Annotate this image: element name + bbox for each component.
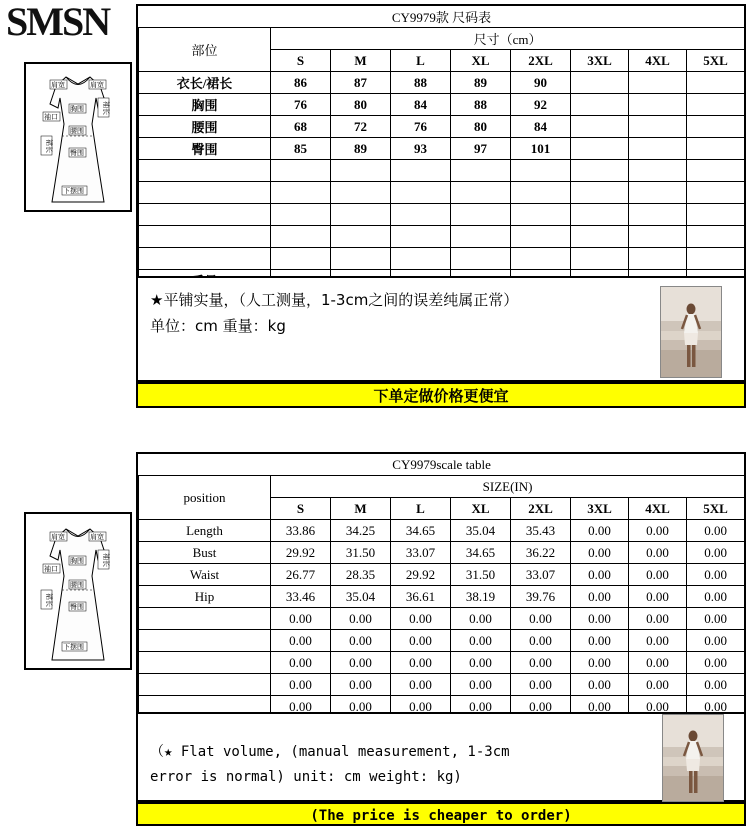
table-row: [139, 116, 745, 138]
cell: 0.00: [629, 586, 687, 608]
svg-text:臀围: 臀围: [70, 603, 84, 611]
cell: 0.00: [511, 652, 571, 674]
row-label: [139, 630, 271, 652]
dress-illustration-en: [26, 514, 130, 668]
cell: 0.00: [331, 630, 391, 652]
row-label: 衣长/裙长: [139, 72, 271, 94]
size-col-xl-en: XL: [451, 498, 511, 520]
row-label: [139, 674, 271, 696]
note-line-2-en: error is normal) unit: cm weight: kg): [150, 769, 462, 786]
table-row: [139, 94, 745, 116]
cell: [571, 204, 629, 226]
svg-text:下摆围: 下摆围: [63, 187, 84, 195]
header-row-cn: [139, 28, 745, 50]
size-col-s-cn: S: [271, 50, 331, 72]
cell: 0.00: [331, 674, 391, 696]
cell: [451, 248, 511, 270]
cell: 0.00: [571, 564, 629, 586]
cell: [271, 160, 331, 182]
table-row: [139, 204, 745, 226]
cell: [687, 226, 745, 248]
cell: 0.00: [687, 652, 745, 674]
size-col-l-cn: L: [391, 50, 451, 72]
size-table-en: [138, 454, 745, 740]
row-label: [139, 608, 271, 630]
cell: 0.00: [511, 608, 571, 630]
row-label: Hip: [139, 586, 271, 608]
cell: [687, 204, 745, 226]
size-col-s-en: S: [271, 498, 331, 520]
product-photo-cn: [660, 286, 722, 378]
cell: 0.00: [629, 608, 687, 630]
svg-text:袖口: 袖口: [44, 113, 58, 121]
garment-diagram-en: [24, 512, 132, 670]
svg-text:腰围: 腰围: [70, 127, 84, 135]
cell: 0.00: [511, 696, 571, 718]
row-label: Length: [139, 520, 271, 542]
row-label: [139, 226, 271, 248]
cell: [391, 248, 451, 270]
table-title-cn: CY9979款 尺码表: [139, 6, 745, 28]
svg-text:下摆围: 下摆围: [63, 643, 84, 651]
size-col-xl-cn: XL: [451, 50, 511, 72]
cell: [571, 72, 629, 94]
cell: [629, 248, 687, 270]
cell: 0.00: [629, 674, 687, 696]
cell: [687, 138, 745, 160]
cell: 26.77: [271, 564, 331, 586]
table-row: [139, 608, 745, 630]
cell: [391, 204, 451, 226]
note-block-cn: [136, 278, 746, 382]
size-col-3xl-cn: 3XL: [571, 50, 629, 72]
cell: [271, 182, 331, 204]
svg-text:胸围: 胸围: [70, 557, 84, 565]
cell: 0.00: [629, 542, 687, 564]
cell: 36.61: [391, 586, 451, 608]
row-label: [139, 160, 271, 182]
cell: 0.00: [629, 652, 687, 674]
order-banner-cn: 下单定做价格更便宜: [136, 382, 746, 408]
garment-diagram-cn: [24, 62, 132, 212]
cell: [331, 248, 391, 270]
header-unit-cn: 尺寸（cm）: [271, 28, 745, 50]
cell: 0.00: [687, 608, 745, 630]
cell: 0.00: [451, 696, 511, 718]
cell: 0.00: [511, 630, 571, 652]
product-photo-cn-image: [661, 287, 721, 377]
table-row: [139, 72, 745, 94]
cell: [271, 226, 331, 248]
cell: [271, 204, 331, 226]
row-label: [139, 182, 271, 204]
cell: [571, 226, 629, 248]
cell: [511, 204, 571, 226]
svg-text:腰围: 腰围: [70, 581, 84, 589]
cell: 31.50: [451, 564, 511, 586]
order-banner-en: (The price is cheaper to order): [136, 802, 746, 826]
cell: 0.00: [687, 520, 745, 542]
cell: 36.22: [511, 542, 571, 564]
cell: [511, 248, 571, 270]
cell: 0.00: [687, 696, 745, 718]
table-row: [139, 630, 745, 652]
table-row: [139, 248, 745, 270]
cell: [629, 160, 687, 182]
table-row: [139, 226, 745, 248]
header-position-cn: 部位: [139, 28, 271, 72]
size-col-4xl-en: 4XL: [629, 498, 687, 520]
cell: [687, 72, 745, 94]
cell: 34.25: [331, 520, 391, 542]
cell: [271, 248, 331, 270]
cell: [629, 94, 687, 116]
cell: 33.86: [271, 520, 331, 542]
table-row: [139, 138, 745, 160]
cell: 0.00: [451, 652, 511, 674]
cell: 0.00: [331, 696, 391, 718]
cell: 33.07: [391, 542, 451, 564]
size-col-2xl-en: 2XL: [511, 498, 571, 520]
table-title-row-en: [139, 454, 745, 476]
row-label: [139, 204, 271, 226]
cell: [629, 116, 687, 138]
cell: 31.50: [331, 542, 391, 564]
cell: 0.00: [331, 608, 391, 630]
note-block-en: [136, 714, 746, 802]
size-table-cn: [138, 6, 745, 292]
cell: 0.00: [391, 652, 451, 674]
cell: 0.00: [571, 608, 629, 630]
note-line-1-en: （★ Flat volume, (manual measurement, 1-3cm: [150, 744, 510, 760]
size-col-5xl-en: 5XL: [687, 498, 745, 520]
size-col-2xl-cn: 2XL: [511, 50, 571, 72]
table-row: [139, 586, 745, 608]
cell: [451, 226, 511, 248]
row-label: Waist: [139, 564, 271, 586]
cell: [629, 204, 687, 226]
cell: 90: [511, 72, 571, 94]
table-title-en: CY9979scale table: [139, 454, 745, 476]
cell: [391, 226, 451, 248]
cell: 0.00: [687, 630, 745, 652]
cell: [687, 94, 745, 116]
svg-text:肩宽: 肩宽: [90, 81, 104, 89]
size-col-3xl-en: 3XL: [571, 498, 629, 520]
svg-text:肩宽: 肩宽: [90, 533, 104, 541]
cell: 28.35: [331, 564, 391, 586]
cell: 85: [271, 138, 331, 160]
cell: 0.00: [271, 696, 331, 718]
svg-text:袖长: 袖长: [102, 553, 110, 567]
cell: [571, 248, 629, 270]
cell: 0.00: [571, 696, 629, 718]
row-label: 胸围: [139, 94, 271, 116]
cell: 0.00: [629, 696, 687, 718]
cell: 35.43: [511, 520, 571, 542]
row-label: [139, 652, 271, 674]
row-label: [139, 248, 271, 270]
svg-text:袖长: 袖长: [102, 101, 110, 115]
brand-logo: SMSN: [6, 0, 110, 44]
cell: [331, 226, 391, 248]
cell: 72: [331, 116, 391, 138]
cell: [331, 182, 391, 204]
cell: [391, 182, 451, 204]
table-row: [139, 564, 745, 586]
size-col-l-en: L: [391, 498, 451, 520]
cell: 0.00: [271, 608, 331, 630]
cell: 97: [451, 138, 511, 160]
size-col-m-cn: M: [331, 50, 391, 72]
header-unit-en: SIZE(IN): [271, 476, 745, 498]
svg-text:臀围: 臀围: [70, 149, 84, 157]
cell: 0.00: [571, 586, 629, 608]
cell: 0.00: [271, 674, 331, 696]
cell: 34.65: [451, 542, 511, 564]
cell: [571, 94, 629, 116]
header-row-en: [139, 476, 745, 498]
cell: [511, 182, 571, 204]
cell: 89: [331, 138, 391, 160]
cell: 84: [511, 116, 571, 138]
cell: 29.92: [391, 564, 451, 586]
size-table-cn-block: [136, 4, 746, 278]
table-row: [139, 520, 745, 542]
table-row: [139, 542, 745, 564]
cell: [571, 182, 629, 204]
table-row: [139, 674, 745, 696]
cell: 35.04: [451, 520, 511, 542]
cell: 0.00: [391, 630, 451, 652]
cell: 0.00: [391, 696, 451, 718]
cell: 88: [451, 94, 511, 116]
cell: 0.00: [629, 630, 687, 652]
cell: 0.00: [571, 652, 629, 674]
cell: [629, 182, 687, 204]
cell: [687, 182, 745, 204]
cell: 0.00: [391, 674, 451, 696]
size-col-5xl-cn: 5XL: [687, 50, 745, 72]
cell: 0.00: [391, 608, 451, 630]
cell: [451, 160, 511, 182]
cell: [571, 160, 629, 182]
cell: 80: [331, 94, 391, 116]
cell: 0.00: [687, 586, 745, 608]
product-photo-en: [662, 714, 724, 802]
cell: 0.00: [687, 542, 745, 564]
product-photo-en-image: [663, 715, 723, 801]
table-row: [139, 182, 745, 204]
cell: 0.00: [271, 652, 331, 674]
cell: 0.00: [271, 630, 331, 652]
cell: 0.00: [571, 674, 629, 696]
header-position-en: position: [139, 476, 271, 520]
table-row: [139, 652, 745, 674]
cell: [629, 138, 687, 160]
note-line-1-cn: ★平铺实量，（人工测量，1-3cm之间的误差纯属正常）: [150, 291, 519, 309]
cell: 0.00: [629, 564, 687, 586]
cell: 92: [511, 94, 571, 116]
cell: 76: [271, 94, 331, 116]
cell: [571, 138, 629, 160]
cell: 80: [451, 116, 511, 138]
cell: [629, 226, 687, 248]
cell: [511, 160, 571, 182]
cell: [451, 182, 511, 204]
row-label: Bust: [139, 542, 271, 564]
svg-text:肩宽: 肩宽: [51, 81, 65, 89]
cell: 29.92: [271, 542, 331, 564]
cell: [687, 160, 745, 182]
cell: 101: [511, 138, 571, 160]
cell: [571, 116, 629, 138]
row-label: 臀围: [139, 138, 271, 160]
cell: 38.19: [451, 586, 511, 608]
cell: 84: [391, 94, 451, 116]
cell: 34.65: [391, 520, 451, 542]
svg-text:裙长: 裙长: [45, 139, 53, 153]
cell: [391, 160, 451, 182]
svg-text:袖口: 袖口: [44, 565, 58, 573]
cell: 33.07: [511, 564, 571, 586]
cell: 33.46: [271, 586, 331, 608]
cell: 0.00: [687, 674, 745, 696]
cell: 0.00: [451, 674, 511, 696]
cell: 0.00: [571, 542, 629, 564]
cell: 0.00: [629, 520, 687, 542]
row-label: 腰围: [139, 116, 271, 138]
cell: [629, 72, 687, 94]
cell: 0.00: [511, 674, 571, 696]
table-title-row-cn: [139, 6, 745, 28]
cell: 68: [271, 116, 331, 138]
cell: 0.00: [451, 630, 511, 652]
cell: [687, 116, 745, 138]
cell: 0.00: [571, 630, 629, 652]
cell: 0.00: [571, 520, 629, 542]
dress-illustration-cn: [26, 64, 130, 210]
cell: 88: [391, 72, 451, 94]
size-col-4xl-cn: 4XL: [629, 50, 687, 72]
cell: 87: [331, 72, 391, 94]
cell: 0.00: [687, 564, 745, 586]
cell: 86: [271, 72, 331, 94]
svg-text:胸围: 胸围: [70, 105, 84, 113]
size-col-m-en: M: [331, 498, 391, 520]
cell: 76: [391, 116, 451, 138]
cell: 39.76: [511, 586, 571, 608]
svg-text:裙长: 裙长: [45, 593, 53, 607]
cell: [331, 160, 391, 182]
note-line-2-cn: 单位：cm 重量：kg: [150, 316, 286, 335]
cell: 0.00: [331, 652, 391, 674]
cell: [451, 204, 511, 226]
cell: [331, 204, 391, 226]
svg-text:肩宽: 肩宽: [51, 533, 65, 541]
cell: 35.04: [331, 586, 391, 608]
cell: 0.00: [451, 608, 511, 630]
size-table-en-block: [136, 452, 746, 714]
cell: 89: [451, 72, 511, 94]
cell: [687, 248, 745, 270]
table-row: [139, 160, 745, 182]
cell: 93: [391, 138, 451, 160]
cell: [511, 226, 571, 248]
